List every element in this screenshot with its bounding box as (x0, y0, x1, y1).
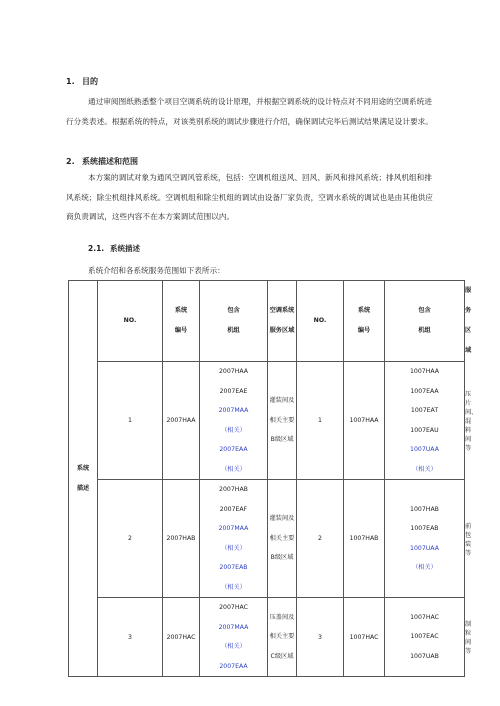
unit-item: （相关） (221, 426, 246, 434)
unit-item: 2007HAB (219, 486, 248, 493)
header-units-right-line: 包含 (418, 307, 431, 314)
row-units-right (385, 480, 465, 598)
area-line: 压盖间及相关主要 (269, 613, 295, 641)
row-ac-area (268, 480, 297, 598)
header-system-no-line: 系统 (174, 307, 188, 314)
unit-item: 1007EAU (410, 426, 439, 434)
area-line: B级区域 (270, 554, 294, 562)
unit-item: 1007UAA (410, 544, 439, 552)
section-1-number: 1. (66, 77, 75, 86)
header-no-right: NO. (297, 281, 344, 362)
row-units (200, 598, 268, 677)
unit-item: 1007HAA (409, 368, 440, 375)
section-1-heading (66, 76, 98, 87)
header-units-right (385, 281, 465, 362)
header-ac-area-line: 服务区域 (269, 327, 295, 334)
unit-item: 1007HAC (410, 613, 439, 621)
row-units (200, 480, 268, 598)
row-units-right (385, 362, 465, 480)
row-ac-area (268, 598, 297, 677)
row-system-no: 2007HAA (163, 362, 200, 480)
table-row: 3 2007HAC 2007HAC 2007MAA （相关） 2007EAA 压盖间及相关主要 C级区域 3 1007HAC 1007HAC 1007EAC 1007UAB 制粒间等 (69, 598, 465, 677)
header-ac-area (268, 281, 297, 362)
header-system-no-right-line: 系统 (357, 307, 371, 314)
header-units (200, 281, 268, 362)
header-system-no-right (344, 281, 385, 362)
unit-item: 2007MAA (218, 525, 249, 532)
unit-item: 1007EAT (410, 407, 439, 414)
row-no-right: 2 (297, 480, 344, 598)
header-system-no-line: 编号 (174, 327, 188, 334)
unit-item: 1007EAC (410, 633, 439, 641)
unit-item: 1007HAB (410, 505, 439, 513)
area-line: 灌装间及相关主要 (269, 515, 295, 542)
unit-item: （相关） (412, 465, 437, 473)
header-units-line: 机组 (227, 327, 240, 334)
row-no-right: 1 (297, 362, 344, 480)
table-intro: 系统介绍和各系统服务范围如下表所示： (88, 266, 225, 275)
section-1-paragraph: 通过审阅图纸熟悉整个项目空调系统的设计原理，并根据空调系统的设计特点对不同用途的空调系统进行分类表述。根据系统的特点，对该类别系统的调试步骤进行介绍，确保调试完毕后测试结果满足设计要求。 (66, 97, 433, 126)
table-header-row: 系统 描述 NO. 系统 编号 包含 机组 空调系统 服务区域 NO. 系统 编号 包含 机组 服务区域 (69, 281, 465, 362)
row-no-right: 3 (297, 598, 344, 677)
row-no: 1 (98, 362, 163, 480)
unit-item: 1007EAB (410, 525, 439, 532)
row-system-no-right: 1007HAB (344, 480, 385, 598)
header-units-line: 包含 (227, 307, 240, 314)
section-2-1-title: 系统描述 (110, 244, 140, 253)
row-units-right (385, 598, 465, 677)
side-label-cell (69, 281, 98, 677)
section-2-paragraph: 本方案的调试对象为通风空调风管系统，包括：空调机组送风、回风、新风和排风系统；排风机组和排风系统；除尘机组排风系统。空调机组和除尘机组的调试由设备厂家负责，空调水系统的调试也是由其他供应商负责调试，这些内容不在本方案调试范围以内。 (66, 173, 433, 221)
row-units (200, 362, 268, 480)
section-2-number: 2. (66, 157, 75, 166)
unit-item: 2007EAA (219, 446, 248, 453)
row-system-no-right: 1007HAC (344, 598, 385, 677)
row-ac-area (268, 362, 297, 480)
unit-item: 2007MAA (218, 407, 249, 414)
side-label-line: 描述 (76, 484, 90, 492)
unit-item: （相关） (412, 564, 437, 571)
table-row: 2 2007HAB 2007HAB 2007EAF 2007MAA （相关） 2007EAB （相关） 灌装间及相关主要 B级区域 2 1007HAB 1007HAB 1007EAB 1007UAA （相关） 前包装等 (69, 480, 465, 598)
side-label-line: 系统 (76, 464, 90, 472)
section-2-1-heading (88, 243, 140, 254)
header-system-no (163, 281, 200, 362)
header-system-no-right-line: 编号 (357, 327, 371, 334)
system-table (68, 280, 478, 677)
table-row: 1 2007HAA 2007HAA 2007EAE 2007MAA （相关） 2007EAA （相关） 灌装间及相关主要 B级区域 1 1007HAA 1007HAA 1007EAA 1007EAT 1007EAU 1007UAA （相关） 压片间、混料间等 (69, 362, 465, 480)
header-units-right-line: 机组 (418, 327, 431, 334)
header-ac-area-line: 空调系统 (269, 307, 295, 314)
unit-item: 2007EAE (219, 387, 248, 395)
area-line: B级区域 (270, 436, 294, 444)
section-2-heading (66, 156, 138, 167)
section-1-title: 目的 (82, 77, 98, 86)
row-system-no-right: 1007HAA (344, 362, 385, 480)
unit-item: （相关） (221, 583, 246, 591)
unit-item: （相关） (221, 643, 246, 650)
area-line: C级区域 (270, 652, 294, 660)
unit-item: 2007MAA (218, 623, 249, 631)
unit-item: 2007EAF (219, 505, 248, 513)
unit-item: （相关） (221, 544, 246, 552)
section-2-title: 系统描述和范围 (82, 157, 138, 166)
unit-item: 2007EAA (219, 662, 248, 670)
area-line: 灌装间及相关主要 (269, 397, 295, 424)
row-no: 3 (98, 598, 163, 677)
unit-item: （相关） (221, 465, 246, 473)
unit-item: 2007EAB (219, 564, 248, 571)
unit-item: 1007UAB (410, 652, 439, 660)
unit-item: 1007UAA (410, 446, 439, 453)
unit-item: 2007HAC (219, 604, 248, 611)
section-2-1-number: 2.1. (88, 244, 105, 253)
unit-item: 2007HAA (218, 368, 249, 375)
row-system-no: 2007HAB (163, 480, 200, 598)
header-no: NO. (98, 281, 163, 362)
unit-item: 1007EAA (410, 387, 439, 395)
row-no: 2 (98, 480, 163, 598)
row-system-no: 2007HAC (163, 598, 200, 677)
